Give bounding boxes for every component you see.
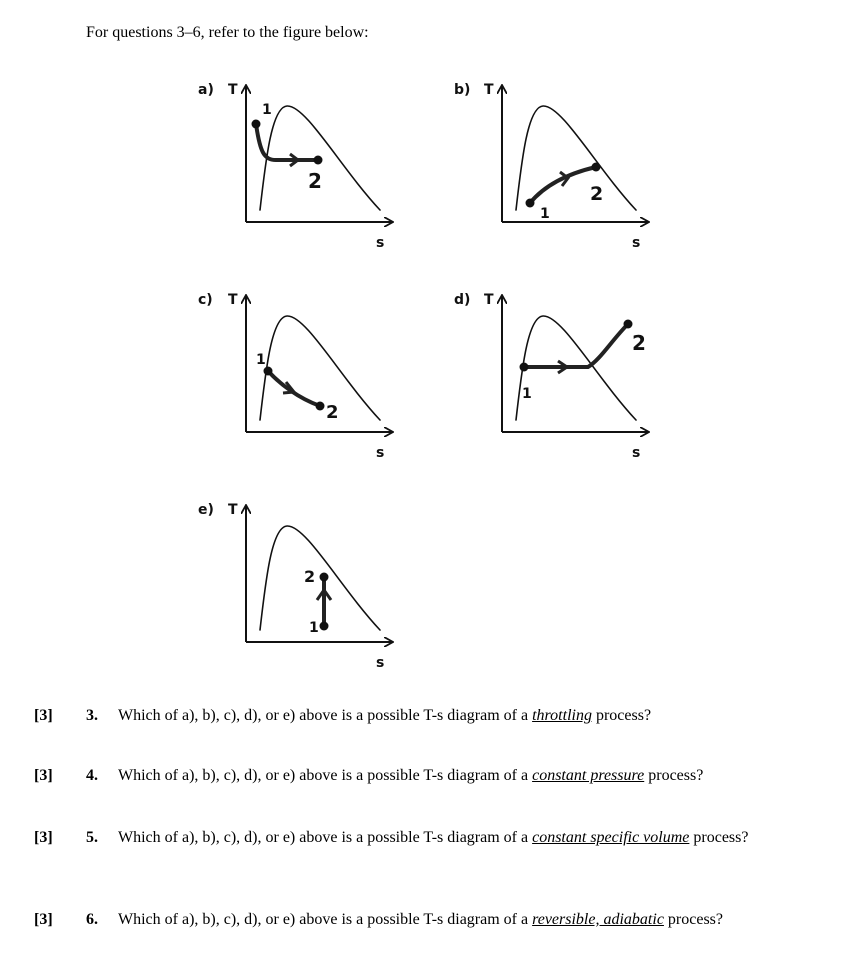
panel-c-t-axis-label: T [228,292,238,308]
ts-diagrams-svg [180,62,680,682]
question-text-before: Which of a), b), c), d), or e) above is a possible T-s diagram of a [118,911,533,928]
panel-a [198,82,392,251]
ts-diagram-figure [180,62,680,682]
panel-a-state-1-dot [252,120,261,129]
panel-d-state-2-label: 2 [632,331,646,355]
panel-c-process-line [268,371,320,406]
question-text [118,706,798,726]
panel-b-s-axis-label: s [632,235,641,251]
panel-d [454,292,648,461]
panel-e-state-2-label: 2 [304,567,316,586]
question-number: 4. [86,767,98,784]
panel-e-state-2-dot [320,573,329,582]
question-text-after: process? [663,911,724,928]
panel-a-process-line [256,124,318,160]
panel-a-label: a) [198,82,214,98]
panel-e-s-axis-label: s [376,655,385,671]
question-points: [3] [34,767,53,784]
panel-d-state-1-dot [520,363,529,372]
question-text-before: Which of a), b), c), d), or e) above is a possible T-s diagram of a [118,829,533,846]
panel-b [454,82,648,251]
panel-d-label: d) [454,292,471,308]
panel-b-state-2-dot [592,163,601,172]
panel-b-t-axis-label: T [484,82,494,98]
panel-b-state-1-dot [526,199,535,208]
panel-c-state-1-label: 1 [256,352,266,368]
intro-text: For questions 3–6, refer to the figure below: [86,24,369,41]
panel-e-state-1-label: 1 [309,620,319,636]
question-text-after: process? [644,767,704,784]
panel-a-state-2-label: 2 [308,169,322,193]
panel-d-t-axis-label: T [484,292,494,308]
question-number: 3. [86,707,98,724]
question-text-after: process? [689,829,749,846]
panel-c-state-2-dot [316,402,325,411]
panel-e-t-axis-label: T [228,502,238,518]
question-keyword: constant pressure [532,767,645,784]
panel-d-s-axis-label: s [632,445,641,461]
panel-b-state-1-label: 1 [540,206,550,222]
panel-e-state-1-dot [320,622,329,631]
question-text-before: Which of a), b), c), d), or e) above is a possible T-s diagram of a [118,707,533,724]
question-points: [3] [34,911,53,928]
question-keyword: reversible, adiabatic [532,911,664,928]
question-number: 6. [86,911,98,928]
panel-e-label: e) [198,502,214,518]
panel-b-label: b) [454,82,471,98]
question-text [118,766,798,786]
panel-a-t-axis-label: T [228,82,238,98]
panel-d-state-2-dot [624,320,633,329]
question-number: 5. [86,829,98,846]
question-points: [3] [34,707,53,724]
panel-a-state-1-label: 1 [262,102,272,118]
panel-a-s-axis-label: s [376,235,385,251]
question-text-before: Which of a), b), c), d), or e) above is a possible T-s diagram of a [118,767,533,784]
question-text [118,910,738,930]
panel-b-state-2-label: 2 [590,183,604,205]
question-points: [3] [34,829,53,846]
question-keyword: throttling [532,707,592,724]
panel-c-s-axis-label: s [376,445,385,461]
panel-c-label: c) [198,292,213,308]
panel-a-state-2-dot [314,156,323,165]
question-text-after: process? [591,707,652,724]
panel-c-state-2-label: 2 [326,402,339,423]
panel-b-saturation-dome [516,106,636,210]
question-keyword: constant specific volume [532,829,690,846]
question-text [118,828,758,848]
panel-e [198,502,392,671]
panel-c [198,292,392,461]
panel-d-state-1-label: 1 [522,386,532,402]
